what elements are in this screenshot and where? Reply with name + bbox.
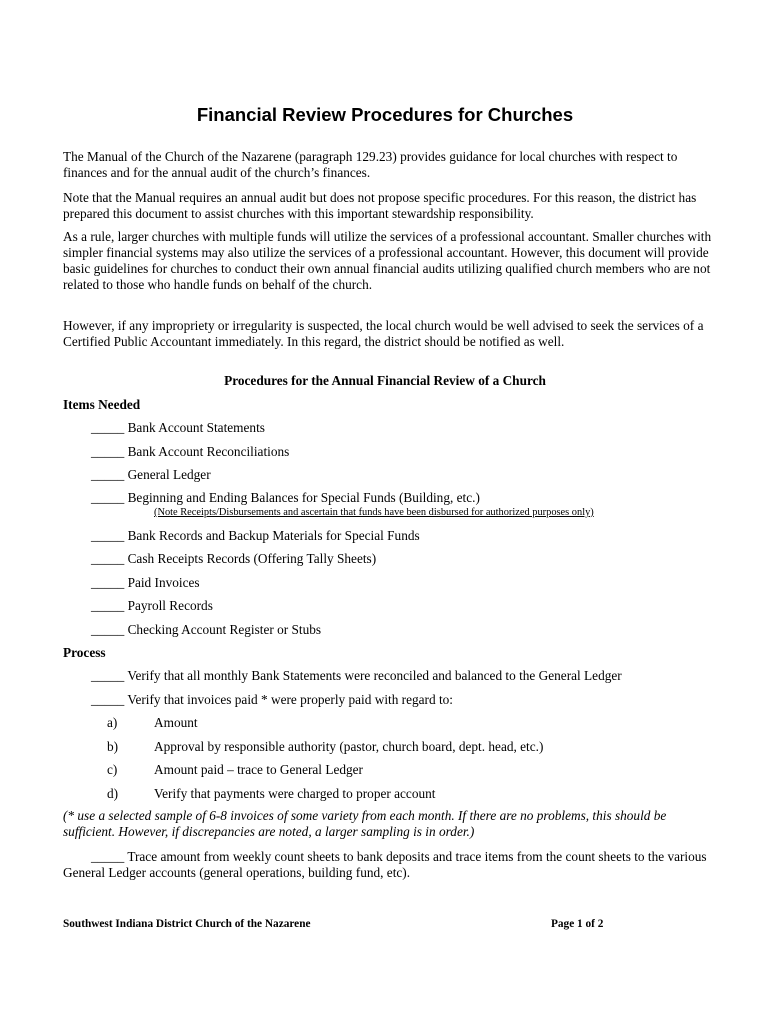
intro-paragraph-1: The Manual of the Church of the Nazarene (paragraph 129.23) provides guidance for local churches with respect to finances and for the annual audit of the church’s finances.	[63, 149, 678, 180]
process-heading: Process	[63, 645, 106, 660]
checklist-item: _____ General Ledger	[91, 467, 211, 482]
intro-paragraph-4: However, if any impropriety or irregularity is suspected, the local church would be well advised to seek the services of a Certified Public Accountant immediately. In this regard, the district should be notified as well.	[63, 318, 704, 349]
receipts-note: (Note Receipts/Disbursements and ascertain that funds have been disbursed for authorized purposes only)	[154, 507, 594, 518]
checklist-item: _____ Beginning and Ending Balances for Special Funds (Building, etc.)	[91, 490, 480, 505]
intro-paragraph-3: As a rule, larger churches with multiple funds will utilize the services of a professional accountant. Smaller churches with simpler financial systems may also utilize the services of a professional accountant. However, this document will provide basic guidelines for churches to conduct their own annual financial audits utilizing qualified church members who are not related to those who handle funds on behalf of the church.	[63, 229, 712, 292]
checklist-item: _____ Checking Account Register or Stubs	[91, 622, 322, 637]
checklist-item: _____ Paid Invoices	[91, 575, 200, 590]
trace-item: _____ Trace amount from weekly count sheets to bank deposits and trace items from the count sheets to the various General Ledger accounts (general operations, building fund, etc).	[63, 849, 707, 880]
process-subitem: a) Amount	[107, 715, 198, 730]
page-number: Page 1 of 2	[551, 918, 604, 930]
document-title: Financial Review Procedures for Churches	[196, 104, 574, 125]
checklist-item: _____ Payroll Records	[91, 598, 213, 613]
checklist-item: _____ Cash Receipts Records (Offering Tally Sheets)	[91, 551, 377, 566]
footer-organization: Southwest Indiana District Church of the Nazarene	[63, 918, 311, 930]
checklist-item: _____ Bank Records and Backup Materials for Special Funds	[91, 528, 420, 543]
checklist-item: _____ Bank Account Reconciliations	[91, 444, 290, 459]
process-item: _____ Verify that all monthly Bank Statements were reconciled and balanced to the General Ledger	[91, 668, 622, 683]
sampling-footnote: (* use a selected sample of 6-8 invoices of some variety from each month. If there are no problems, this should be sufficient. However, if discrepancies are noted, a larger sampling is in order.)	[63, 808, 667, 839]
items-needed-heading: Items Needed	[63, 397, 141, 412]
intro-paragraph-2: Note that the Manual requires an annual audit but does not propose specific procedures. For this reason, the district has prepared this document to assist churches with this important stewardship responsibility.	[63, 190, 697, 221]
process-subitem: c) Amount paid – trace to General Ledger	[107, 762, 363, 777]
procedures-heading: Procedures for the Annual Financial Review of a Church	[224, 373, 546, 388]
process-item: _____ Verify that invoices paid * were properly paid with regard to:	[91, 692, 453, 707]
process-subitem: d) Verify that payments were charged to proper account	[107, 786, 436, 801]
process-subitem: b) Approval by responsible authority (pastor, church board, dept. head, etc.)	[107, 739, 544, 754]
checklist-item: _____ Bank Account Statements	[91, 420, 265, 435]
